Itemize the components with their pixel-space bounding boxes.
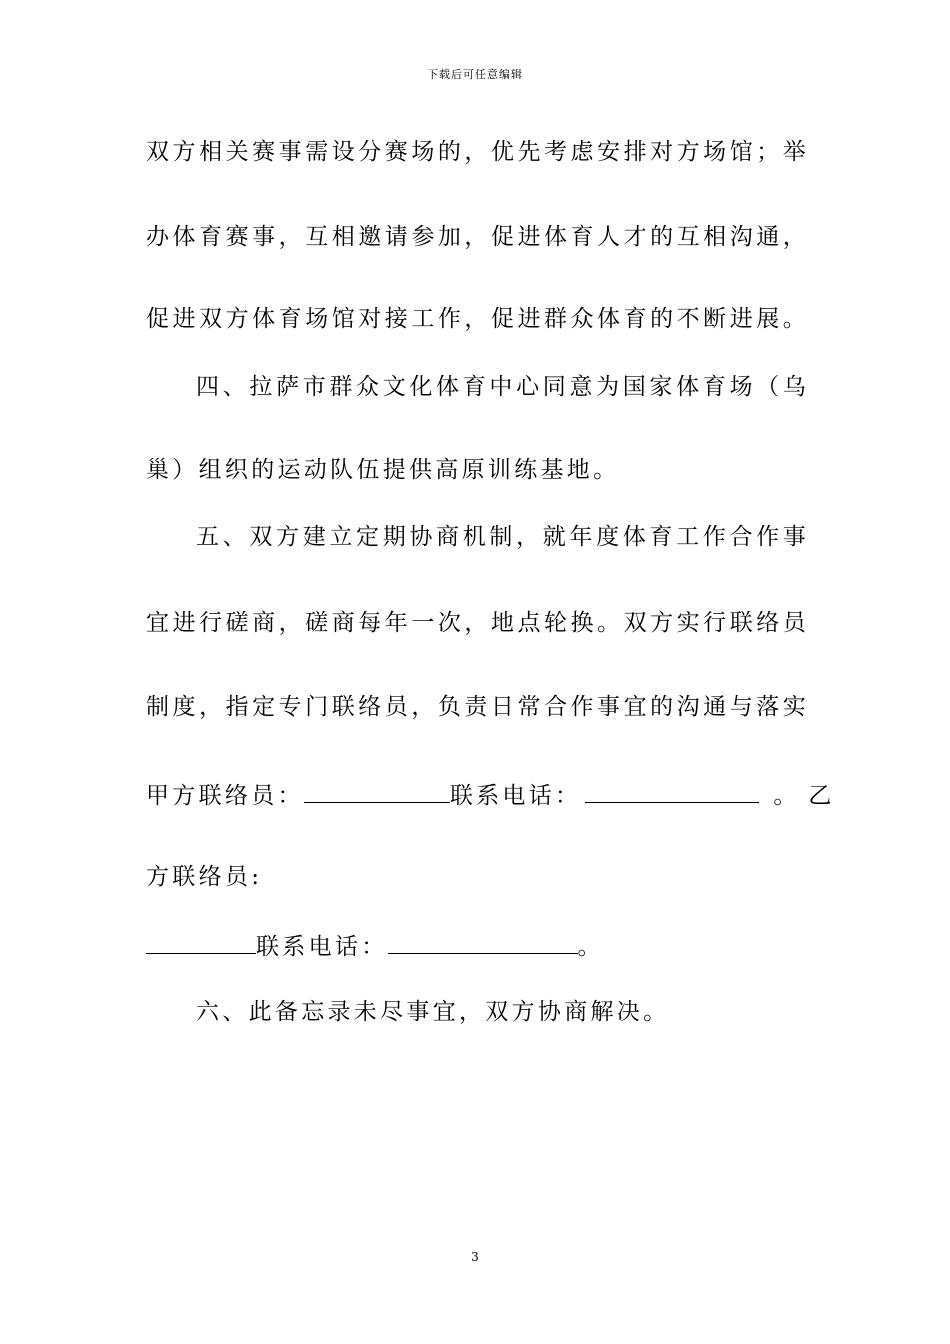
paragraph-line: [196, 522, 806, 552]
party-a-phone-label: 联系电话：: [449, 783, 582, 809]
character: 沟: [676, 694, 700, 720]
character: ，: [278, 610, 302, 636]
character: 常: [517, 694, 541, 720]
paragraph-line: [146, 137, 806, 167]
character: 宜: [146, 610, 169, 636]
character: 考: [543, 139, 567, 165]
character: 对: [650, 139, 674, 165]
character: 文: [382, 374, 406, 400]
character: 四: [196, 374, 219, 400]
character: 场: [411, 139, 435, 165]
character: 心: [516, 374, 540, 400]
character: 群: [543, 306, 567, 332]
character: 赛: [384, 139, 408, 165]
character: 工: [411, 306, 435, 332]
character: 就: [542, 524, 566, 550]
character: 事: [278, 139, 302, 165]
party-b-contact-blank: [146, 929, 256, 954]
character: 方: [676, 139, 700, 165]
party-b-contact-label: 方联络员:: [146, 864, 263, 890]
character: 、: [222, 524, 246, 550]
character: 育: [649, 524, 673, 550]
character: 育: [278, 306, 302, 332]
character: 众: [356, 374, 380, 400]
paragraph-line: [146, 304, 806, 334]
contact-line-b: [146, 929, 806, 962]
character: 关: [225, 139, 249, 165]
paragraph-line: [196, 372, 806, 402]
character: ，: [464, 139, 488, 165]
character: 年: [569, 524, 593, 550]
character: 方: [225, 306, 249, 332]
character: 排: [623, 139, 647, 165]
character: 参: [411, 224, 435, 250]
character: 意: [569, 374, 593, 400]
character: 次: [437, 610, 461, 636]
character: 实: [676, 610, 700, 636]
character: ；: [756, 139, 780, 165]
character: 事: [252, 224, 276, 250]
party-a-contact-blank: [304, 778, 450, 803]
character: 作: [702, 524, 726, 550]
character: 体: [252, 306, 276, 332]
character: ，: [516, 524, 540, 550]
character: 体: [622, 524, 646, 550]
character: 通: [703, 694, 727, 720]
character: 作: [570, 694, 594, 720]
character: 期: [382, 524, 406, 550]
character: ，: [464, 610, 488, 636]
character: 轮: [543, 610, 567, 636]
character: 才: [623, 224, 647, 250]
character: 促: [146, 306, 169, 332]
character: 中: [489, 374, 513, 400]
character: 磋: [225, 610, 249, 636]
character: 设: [331, 139, 355, 165]
character: 方: [650, 610, 674, 636]
character: ，: [199, 694, 223, 720]
character: 举: [782, 139, 806, 165]
character: ，: [782, 224, 806, 250]
character: 换: [570, 610, 594, 636]
character: 群: [329, 374, 353, 400]
party-b-phone-label: 联系电话：: [256, 934, 388, 960]
character: 定: [356, 524, 380, 550]
character: 立: [329, 524, 353, 550]
paragraph-line: 巢）组织的运动队伍提供高原训练基地。: [146, 457, 620, 483]
character: 断: [703, 306, 727, 332]
character: 场: [305, 306, 329, 332]
character: 育: [462, 374, 486, 400]
paragraph-line: [146, 692, 806, 722]
character: 化: [409, 374, 433, 400]
character: 商: [252, 610, 276, 636]
character: 合: [729, 524, 753, 550]
character: 实: [782, 694, 806, 720]
character: 作: [756, 524, 780, 550]
character: 接: [384, 306, 408, 332]
character: 负: [437, 694, 461, 720]
character: 的: [437, 139, 461, 165]
character: 众: [570, 306, 594, 332]
party-b-line-end: 。: [577, 934, 604, 960]
character: 点: [517, 610, 541, 636]
character: 赛: [252, 139, 276, 165]
character: 相: [199, 139, 223, 165]
header-note: 下载后可任意编辑: [427, 68, 523, 81]
character: 工: [676, 524, 700, 550]
character: （: [756, 374, 780, 400]
character: 展: [756, 306, 780, 332]
character: 体: [436, 374, 460, 400]
character: 对: [358, 306, 382, 332]
character: 的: [650, 224, 674, 250]
character: 育: [570, 224, 594, 250]
party-a-line-end: 。乙: [773, 783, 844, 809]
character: 进: [517, 224, 541, 250]
character: 育: [702, 374, 726, 400]
character: 同: [542, 374, 566, 400]
character: 进: [729, 306, 753, 332]
character: 一: [411, 610, 435, 636]
character: 安: [597, 139, 621, 165]
character: 邀: [358, 224, 382, 250]
character: 专: [278, 694, 302, 720]
character: 行: [703, 610, 727, 636]
character: 度: [596, 524, 620, 550]
character: 拉: [249, 374, 273, 400]
paragraph-line: 六、此备忘录未尽事宜，双方协商解决。: [196, 999, 670, 1025]
character: 互: [305, 224, 329, 250]
character: 需: [305, 139, 329, 165]
character: 场: [703, 139, 727, 165]
character: 、: [222, 374, 246, 400]
character: 相: [331, 224, 355, 250]
character: 国: [622, 374, 646, 400]
character: 员: [384, 694, 408, 720]
character: 与: [729, 694, 753, 720]
party-b-phone-blank: [388, 929, 578, 954]
paragraph-line: [146, 222, 806, 252]
character: 的: [650, 694, 674, 720]
character: 协: [409, 524, 433, 550]
party-a-contact-label: 甲方联络员：: [146, 783, 304, 809]
character: 联: [331, 694, 355, 720]
character: 员: [782, 610, 806, 636]
character: 宜: [623, 694, 647, 720]
character: 事: [782, 524, 806, 550]
character: 方: [172, 139, 196, 165]
character: 事: [597, 694, 621, 720]
character: 磋: [305, 610, 329, 636]
character: 办: [146, 224, 169, 250]
character: 人: [597, 224, 621, 250]
character: 指: [225, 694, 249, 720]
character: 每: [358, 610, 382, 636]
character: 赛: [225, 224, 249, 250]
character: 育: [199, 224, 223, 250]
character: 。: [782, 306, 806, 332]
character: 行: [199, 610, 223, 636]
character: 双: [199, 306, 223, 332]
character: 促: [490, 224, 514, 250]
character: 的: [650, 306, 674, 332]
character: 家: [649, 374, 673, 400]
character: 制: [146, 694, 169, 720]
character: 相: [703, 224, 727, 250]
character: 市: [302, 374, 326, 400]
character: 馆: [331, 306, 355, 332]
character: 商: [436, 524, 460, 550]
character: 通: [756, 224, 780, 250]
character: 加: [437, 224, 461, 250]
character: 乌: [782, 374, 806, 400]
character: 机: [462, 524, 486, 550]
character: 不: [676, 306, 700, 332]
character: 进: [172, 610, 196, 636]
character: 促: [490, 306, 514, 332]
character: 体: [172, 224, 196, 250]
contact-line-a: [146, 778, 844, 811]
character: ，: [464, 224, 488, 250]
character: 育: [623, 306, 647, 332]
character: 地: [490, 610, 514, 636]
character: 年: [384, 610, 408, 636]
character: 请: [384, 224, 408, 250]
character: 场: [729, 374, 753, 400]
page-number: 3: [471, 1250, 479, 1264]
character: 联: [729, 610, 753, 636]
party-a-phone-blank: [585, 778, 759, 803]
character: 体: [597, 306, 621, 332]
character: 馆: [729, 139, 753, 165]
character: 制: [489, 524, 513, 550]
character: 方: [276, 524, 300, 550]
character: 虑: [570, 139, 594, 165]
character: 商: [331, 610, 355, 636]
character: 体: [543, 224, 567, 250]
character: 双: [146, 139, 169, 165]
character: 进: [517, 306, 541, 332]
character: 进: [172, 306, 196, 332]
character: 合: [543, 694, 567, 720]
character: 体: [676, 374, 700, 400]
character: 双: [623, 610, 647, 636]
character: 互: [676, 224, 700, 250]
character: 门: [305, 694, 329, 720]
character: ，: [464, 306, 488, 332]
character: 优: [490, 139, 514, 165]
character: 分: [358, 139, 382, 165]
character: 先: [517, 139, 541, 165]
character: 络: [756, 610, 780, 636]
character: 建: [302, 524, 326, 550]
character: 络: [358, 694, 382, 720]
character: 度: [172, 694, 196, 720]
character: 责: [464, 694, 488, 720]
character: 日: [490, 694, 514, 720]
character: 沟: [729, 224, 753, 250]
character: 。: [597, 610, 621, 636]
character: 定: [252, 694, 276, 720]
character: ，: [411, 694, 435, 720]
character: 五: [196, 524, 219, 550]
character: 萨: [276, 374, 300, 400]
character: 双: [249, 524, 273, 550]
character: ，: [278, 224, 302, 250]
character: 为: [596, 374, 620, 400]
paragraph-line: [146, 608, 806, 638]
character: 作: [437, 306, 461, 332]
character: 落: [756, 694, 780, 720]
